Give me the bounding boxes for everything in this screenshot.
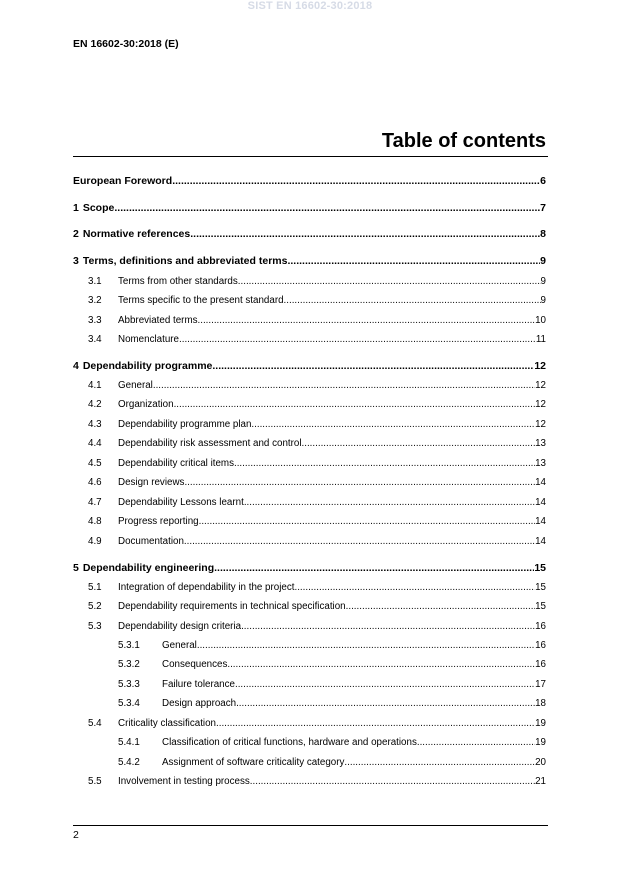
toc-entry-page: 12 bbox=[535, 419, 546, 430]
toc-entry[interactable] bbox=[88, 334, 546, 345]
toc-entry-page: 20 bbox=[535, 757, 546, 768]
toc-entry-page: 16 bbox=[535, 640, 546, 651]
toc-leader-dots bbox=[250, 776, 535, 787]
toc-entry[interactable] bbox=[88, 399, 546, 410]
toc-entry-title: Dependability design criteria bbox=[118, 621, 242, 632]
toc-entry-number: 5.4 bbox=[88, 718, 102, 729]
toc-entry-number: 4.4 bbox=[88, 438, 102, 449]
toc-entry-title: Dependability critical items bbox=[118, 458, 234, 469]
toc-entry-title: Abbreviated terms bbox=[118, 315, 198, 326]
toc-entry-page: 14 bbox=[535, 477, 546, 488]
toc-entry[interactable] bbox=[88, 276, 546, 287]
toc-entry-title: Consequences bbox=[162, 659, 228, 670]
toc-entry-title: General bbox=[162, 640, 197, 651]
toc-leader-dots bbox=[344, 757, 535, 768]
toc-entry-title: Dependability risk assessment and control bbox=[118, 438, 302, 449]
toc-entry-page: 13 bbox=[535, 438, 546, 449]
toc-leader-dots bbox=[227, 659, 535, 670]
toc-entry[interactable] bbox=[88, 458, 546, 469]
toc-entry-page: 15 bbox=[535, 582, 546, 593]
toc-entry-title: Dependability Lessons learnt bbox=[118, 497, 244, 508]
toc-entry[interactable] bbox=[88, 718, 546, 729]
toc-entry[interactable] bbox=[118, 679, 546, 690]
toc-entry-number: 5.3.2 bbox=[118, 659, 140, 670]
toc-entry-title: European Foreword bbox=[73, 175, 173, 187]
toc-entry-number: 5 bbox=[73, 562, 79, 574]
toc-entry-number: 1 bbox=[73, 202, 79, 214]
toc-entry-title: Classification of critical functions, hardware and operations bbox=[162, 737, 417, 748]
toc-entry[interactable] bbox=[88, 419, 546, 430]
toc-entry[interactable] bbox=[88, 477, 546, 488]
toc-entry-title: Dependability requirements in technical specification bbox=[118, 601, 346, 612]
toc-entry-page: 9 bbox=[540, 276, 546, 287]
title-divider bbox=[73, 156, 548, 157]
toc-entry-page: 10 bbox=[535, 315, 546, 326]
toc-entry[interactable] bbox=[73, 202, 546, 214]
toc-leader-dots bbox=[302, 438, 536, 449]
toc-entry[interactable] bbox=[118, 757, 546, 768]
toc-entry-number: 4.5 bbox=[88, 458, 102, 469]
toc-leader-dots bbox=[214, 562, 534, 574]
toc-leader-dots bbox=[190, 228, 540, 240]
toc-leader-dots bbox=[251, 419, 535, 430]
toc-entry[interactable] bbox=[88, 536, 546, 547]
toc-leader-dots bbox=[287, 255, 540, 267]
toc-entry-title: Terms from other standards bbox=[118, 276, 238, 287]
toc-entry-number: 5.4.2 bbox=[118, 757, 140, 768]
toc-entry-page: 14 bbox=[535, 497, 546, 508]
toc-entry[interactable] bbox=[73, 360, 546, 372]
toc-entry[interactable] bbox=[88, 497, 546, 508]
toc-entry[interactable] bbox=[118, 640, 546, 651]
toc-entry-number: 5.1 bbox=[88, 582, 102, 593]
toc-entry-page: 6 bbox=[540, 175, 546, 187]
toc-entry-title: Terms, definitions and abbreviated terms bbox=[82, 255, 288, 267]
toc-entry-page: 14 bbox=[535, 536, 546, 547]
toc-entry-number: 4.9 bbox=[88, 536, 102, 547]
toc-leader-dots bbox=[244, 497, 535, 508]
toc-entry[interactable] bbox=[118, 659, 546, 670]
toc-entry-page: 15 bbox=[535, 601, 546, 612]
toc-entry-number: 5.3 bbox=[88, 621, 102, 632]
toc-entry-title: Terms specific to the present standard bbox=[118, 295, 284, 306]
document-id: EN 16602-30:2018 (E) bbox=[73, 38, 179, 50]
toc-entry[interactable] bbox=[73, 175, 546, 187]
toc-entry-number: 4.6 bbox=[88, 477, 102, 488]
toc-leader-dots bbox=[153, 380, 535, 391]
toc-leader-dots bbox=[294, 582, 535, 593]
toc-entry-page: 18 bbox=[535, 698, 546, 709]
toc-entry-title: Design approach bbox=[162, 698, 237, 709]
toc-entry-title: Progress reporting bbox=[118, 516, 199, 527]
toc-leader-dots bbox=[346, 601, 535, 612]
toc-entry-number: 5.3.4 bbox=[118, 698, 140, 709]
toc-entry-page: 19 bbox=[535, 718, 546, 729]
toc-entry-number: 3.1 bbox=[88, 276, 102, 287]
toc-entry-number: 3 bbox=[73, 255, 79, 267]
toc-entry-number: 5.4.1 bbox=[118, 737, 140, 748]
toc-entry-title: Dependability engineering bbox=[82, 562, 215, 574]
toc-entry-page: 16 bbox=[535, 621, 546, 632]
toc-entry-page: 8 bbox=[540, 228, 546, 240]
toc-entry-title: Nomenclature bbox=[118, 334, 179, 345]
toc-entry[interactable] bbox=[88, 516, 546, 527]
toc-entry-number: 3.4 bbox=[88, 334, 102, 345]
toc-entry-number: 5.3.3 bbox=[118, 679, 140, 690]
toc-leader-dots bbox=[179, 334, 536, 345]
toc-entry-number: 5.3.1 bbox=[118, 640, 140, 651]
toc-entry-number: 3.2 bbox=[88, 295, 102, 306]
toc-leader-dots bbox=[198, 315, 536, 326]
toc-entry-title: Failure tolerance bbox=[162, 679, 235, 690]
toc-leader-dots bbox=[172, 175, 540, 187]
toc-entry-title: Criticality classification bbox=[118, 718, 216, 729]
toc-entry-number: 4.7 bbox=[88, 497, 102, 508]
toc-entry-page: 12 bbox=[534, 360, 546, 372]
toc-entry[interactable] bbox=[88, 295, 546, 306]
toc-entry-title: Dependability programme plan bbox=[118, 419, 252, 430]
toc-entry-title: Integration of dependability in the project bbox=[118, 582, 295, 593]
toc-entry-number: 4.1 bbox=[88, 380, 102, 391]
toc-entry[interactable] bbox=[73, 228, 546, 240]
toc-entry-number: 4 bbox=[73, 360, 79, 372]
page-number: 2 bbox=[73, 829, 79, 841]
toc-entry-page: 12 bbox=[535, 380, 546, 391]
toc-entry-page: 14 bbox=[535, 516, 546, 527]
toc-entry[interactable] bbox=[118, 737, 546, 748]
watermark: SIST EN 16602-30:2018 bbox=[247, 0, 373, 12]
toc-entry-number: 5.2 bbox=[88, 601, 102, 612]
toc-entry-number: 3.3 bbox=[88, 315, 102, 326]
toc-leader-dots bbox=[417, 737, 535, 748]
toc-entry[interactable] bbox=[88, 315, 546, 326]
toc-entry[interactable] bbox=[73, 562, 546, 574]
toc-entry-page: 15 bbox=[534, 562, 546, 574]
toc-entry[interactable] bbox=[88, 601, 546, 612]
toc-entry-page: 17 bbox=[535, 679, 546, 690]
toc-entry-title: General bbox=[118, 380, 153, 391]
toc-entry-number: 4.8 bbox=[88, 516, 102, 527]
toc-entry-title: Normative references bbox=[82, 228, 191, 240]
toc-leader-dots bbox=[174, 399, 536, 410]
toc-leader-dots bbox=[197, 640, 535, 651]
toc-entry[interactable] bbox=[88, 438, 546, 449]
toc-leader-dots bbox=[234, 458, 535, 469]
toc-entry[interactable] bbox=[88, 776, 546, 787]
toc-entry-title: Documentation bbox=[118, 536, 184, 547]
toc-leader-dots bbox=[114, 202, 540, 214]
toc-entry-title: Design reviews bbox=[118, 477, 185, 488]
toc-entry-page: 21 bbox=[535, 776, 546, 787]
toc-entry-title: Organization bbox=[118, 399, 174, 410]
toc-entry-page: 11 bbox=[535, 334, 546, 345]
toc-leader-dots bbox=[235, 679, 535, 690]
toc-entry[interactable] bbox=[88, 582, 546, 593]
footer-divider bbox=[73, 825, 548, 826]
toc-leader-dots bbox=[216, 718, 535, 729]
toc-leader-dots bbox=[184, 536, 535, 547]
toc-entry[interactable] bbox=[73, 255, 546, 267]
toc-entry-number: 4.3 bbox=[88, 419, 102, 430]
page-title: Table of contents bbox=[381, 130, 546, 152]
toc-leader-dots bbox=[241, 621, 535, 632]
toc-leader-dots bbox=[184, 477, 535, 488]
toc-entry-page: 9 bbox=[540, 255, 546, 267]
toc-entry-page: 7 bbox=[540, 202, 546, 214]
toc-entry-page: 12 bbox=[535, 399, 546, 410]
toc-entry[interactable] bbox=[88, 621, 546, 632]
toc-entry-number: 4.2 bbox=[88, 399, 102, 410]
toc-leader-dots bbox=[199, 516, 536, 527]
toc-leader-dots bbox=[212, 360, 534, 372]
toc-entry-number: 5.5 bbox=[88, 776, 102, 787]
toc-entry-title: Scope bbox=[82, 202, 115, 214]
toc-entry-title: Involvement in testing process bbox=[118, 776, 250, 787]
toc-entry[interactable] bbox=[118, 698, 546, 709]
toc-leader-dots bbox=[284, 295, 541, 306]
toc-entry-number: 2 bbox=[73, 228, 79, 240]
toc-entry-title: Dependability programme bbox=[82, 360, 213, 372]
toc-entry-page: 9 bbox=[540, 295, 546, 306]
toc-entry-page: 13 bbox=[535, 458, 546, 469]
toc-leader-dots bbox=[236, 698, 535, 709]
toc-entry-page: 19 bbox=[535, 737, 546, 748]
toc-entry-title: Assignment of software criticality category bbox=[162, 757, 345, 768]
toc-entry[interactable] bbox=[88, 380, 546, 391]
toc-leader-dots bbox=[238, 276, 541, 287]
toc-entry-page: 16 bbox=[535, 659, 546, 670]
